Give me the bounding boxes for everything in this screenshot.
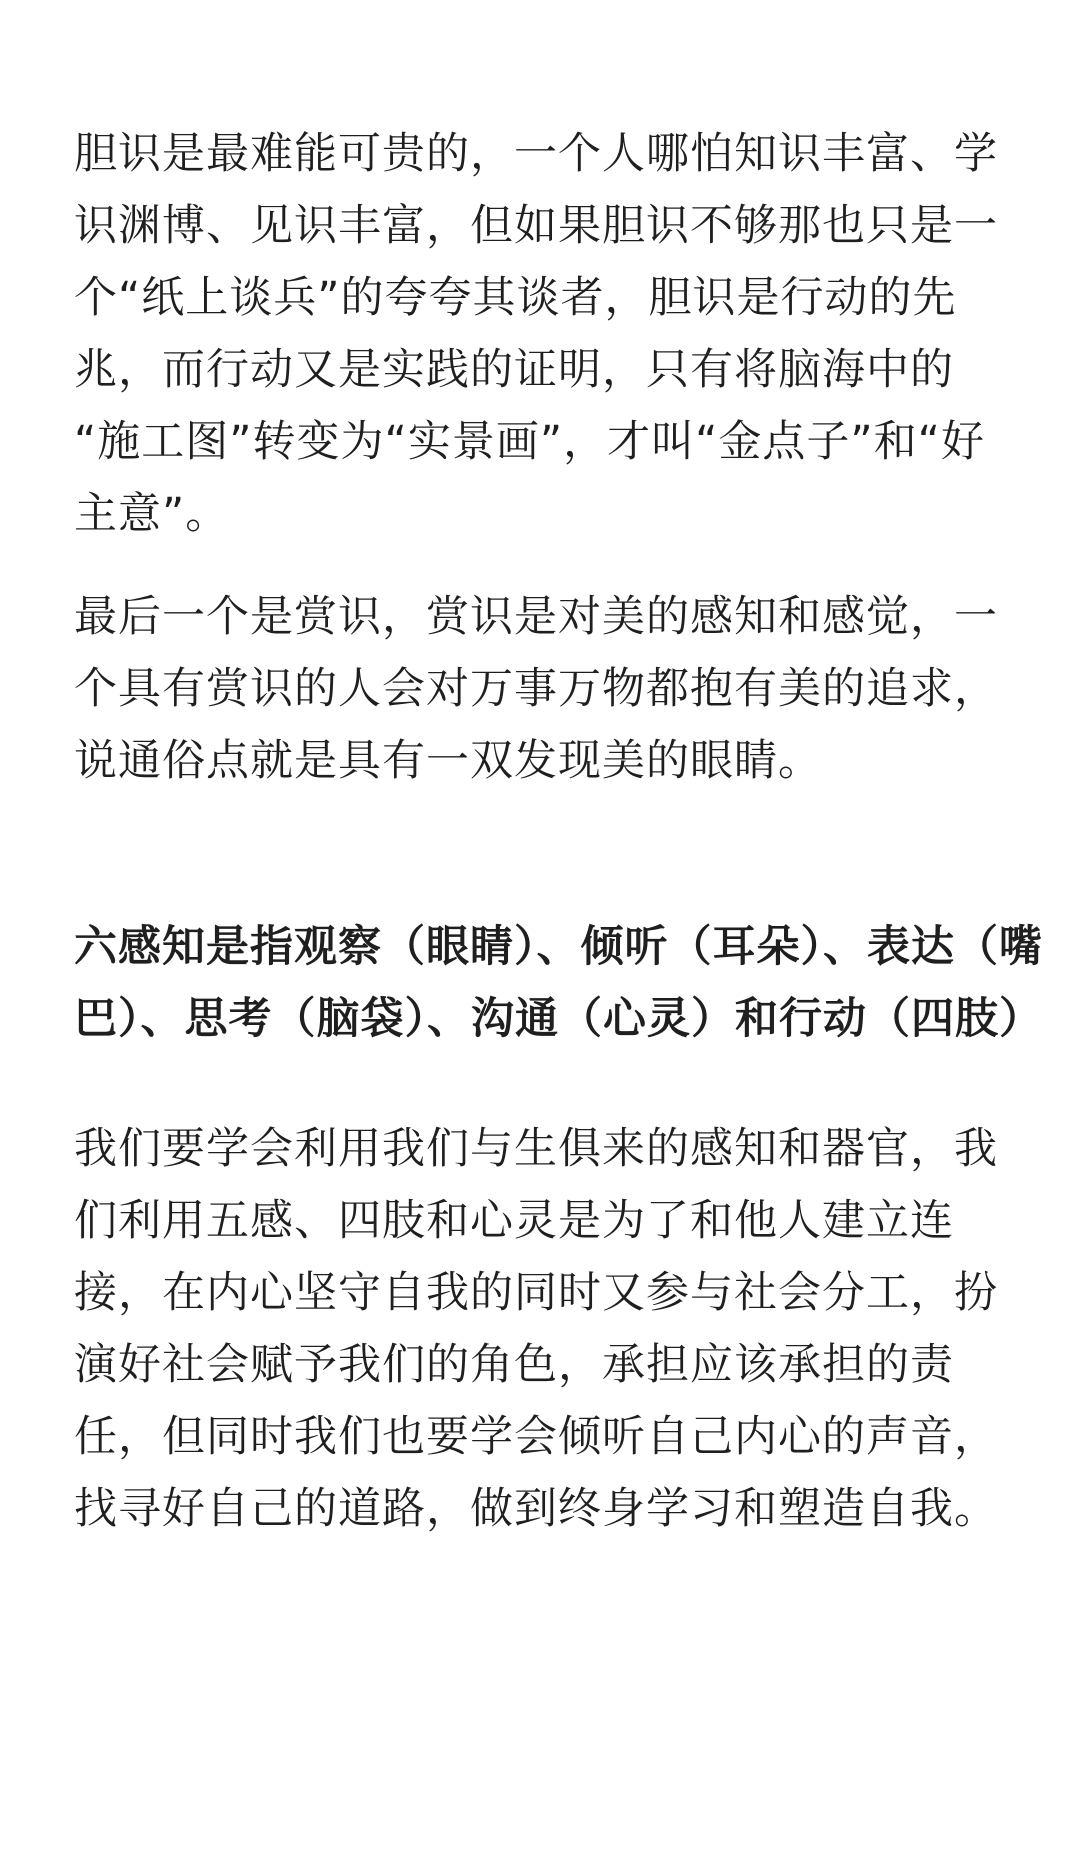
text-line: 们利用五感、四肢和心灵是为了和他人建立连 — [74, 1196, 954, 1246]
heading-line: 六感知是指观察（眼睛）、倾听（耳朵）、表达（嘴 — [74, 922, 1043, 972]
text-line: 识渊博、见识丰富，但如果胆识不够那也只是一 — [74, 201, 998, 251]
text-line: 胆识是最难能可贵的，一个人哪怕知识丰富、学 — [74, 129, 998, 179]
section-heading — [74, 911, 1043, 1055]
text-line: 任，但同时我们也要学会倾听自己内心的声音， — [74, 1412, 998, 1462]
heading-line: 巴）、思考（脑袋）、沟通（心灵）和行动（四肢） — [74, 994, 1043, 1044]
text-line: 说通俗点就是具有一双发现美的眼睛。 — [74, 736, 822, 786]
text-line: 兆，而行动又是实践的证明，只有将脑海中的 — [74, 345, 954, 395]
text-line: 主意”。 — [74, 489, 230, 539]
text-line: 个具有赏识的人会对万事万物都抱有美的追求， — [74, 664, 998, 714]
text-line: “施工图”转变为“实景画”，才叫“金点子”和“好 — [74, 417, 985, 467]
paragraph-perception — [74, 1113, 1014, 1545]
paragraph-courage — [74, 118, 1014, 550]
text-line: 演好社会赋予我们的角色，承担应该承担的责 — [74, 1340, 954, 1390]
paragraph-appreciation — [74, 581, 1014, 797]
text-line: 个“纸上谈兵”的夸夸其谈者，胆识是行动的先 — [74, 273, 957, 323]
text-line: 我们要学会利用我们与生俱来的感知和器官，我 — [74, 1124, 998, 1174]
text-line: 最后一个是赏识，赏识是对美的感知和感觉，一 — [74, 592, 998, 642]
text-line: 找寻好自己的道路，做到终身学习和塑造自我。 — [74, 1484, 998, 1534]
text-line: 接，在内心坚守自我的同时又参与社会分工，扮 — [74, 1268, 998, 1318]
